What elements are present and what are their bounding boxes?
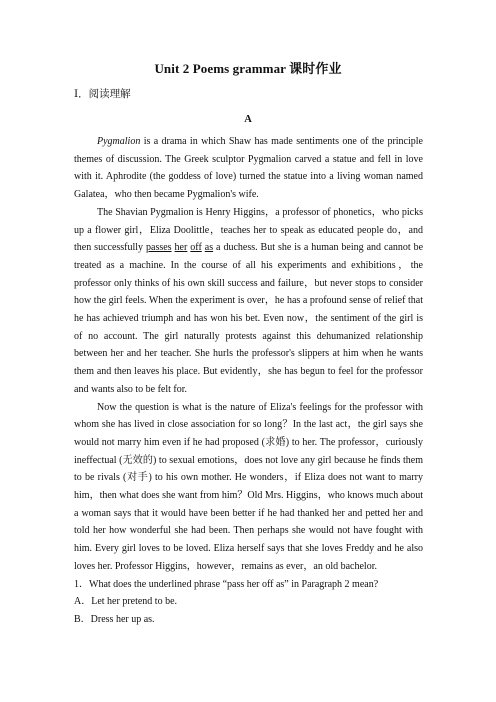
- page-title: Unit 2 Poems grammar 课时作业: [154, 61, 342, 76]
- underlined-word-her: her: [174, 242, 188, 254]
- section-heading: Ⅰ．阅读理解: [74, 89, 131, 100]
- play-title: Pygmalion: [97, 136, 141, 147]
- paragraph-1: [74, 133, 423, 204]
- underlined-word-as: as: [204, 242, 214, 254]
- underlined-word-off: off: [190, 242, 202, 254]
- paragraph-2-text-after: a duchess. But she is a human being and cannot be treated as a machine. In the course of all his experiments and exhibitions，the professor only thinks of his own skill success and failure，but never stops to consider how the girl feels. When the experiment is over，he has a profound sense of relief that he has achieved triumph and has won his bet. Even now，the sentiment of the girl is of no account. The girl naturally protests against this dehumanized relationship between her and her teacher. She hurls the professor's slippers at him when he wants them and then leaves his place. But evidently，she has begun to feel for the professor and wants also to be felt for.: [74, 242, 424, 395]
- paragraph-1-text: is a drama in which Shaw has made sentiments one of the principle themes of discussion. The Greek sculptor Pygmalion carved a statue and fell in love with it. Aphrodite (the goddess of love) turned the statue into a living woman named Galatea，who then became Pygmalion's wife.: [74, 136, 423, 201]
- passage-body: [74, 133, 423, 629]
- passage-label: A: [244, 114, 252, 125]
- option-b: B．Dress her up as.: [74, 613, 155, 625]
- question-1: 1．What does the underlined phrase “pass her off as” in Paragraph 2 mean?: [74, 578, 379, 590]
- paragraph-2: [74, 204, 423, 399]
- underlined-word-passes: passes: [146, 242, 172, 254]
- paragraph-3: Now the question is what is the nature of Eliza's feelings for the professor with whom she has lived in close association for so long？In the last act，the girl says she would not marry him even if he had proposed (求婚) to her. The professor，curiously ineffectual (无效的) to sexual emotions，does not love any girl because he finds them to be rivals (对手) to his own mother. He wonders，if Eliza does not want to marry him，then what does she want from him？Old Mrs. Higgins，who knows much about a woman says that it would have been better if he had thanked her and petted her and told her how wonderful she had been. Then perhaps she would not have fought with him. Every girl loves to be loved. Eliza herself says that she loves Freddy and he also loves her. Professor Higgins，however，remains as ever，an old bachelor.: [74, 401, 423, 572]
- paragraph-2-text-before: The Shavian Pygmalion is Henry Higgins，a professor of phonetics，who picks up a flower girl，Eliza Doolittle，teaches her to speak as educated people do，and then successfully: [74, 206, 423, 254]
- option-a: A．Let her pretend to be.: [74, 596, 178, 608]
